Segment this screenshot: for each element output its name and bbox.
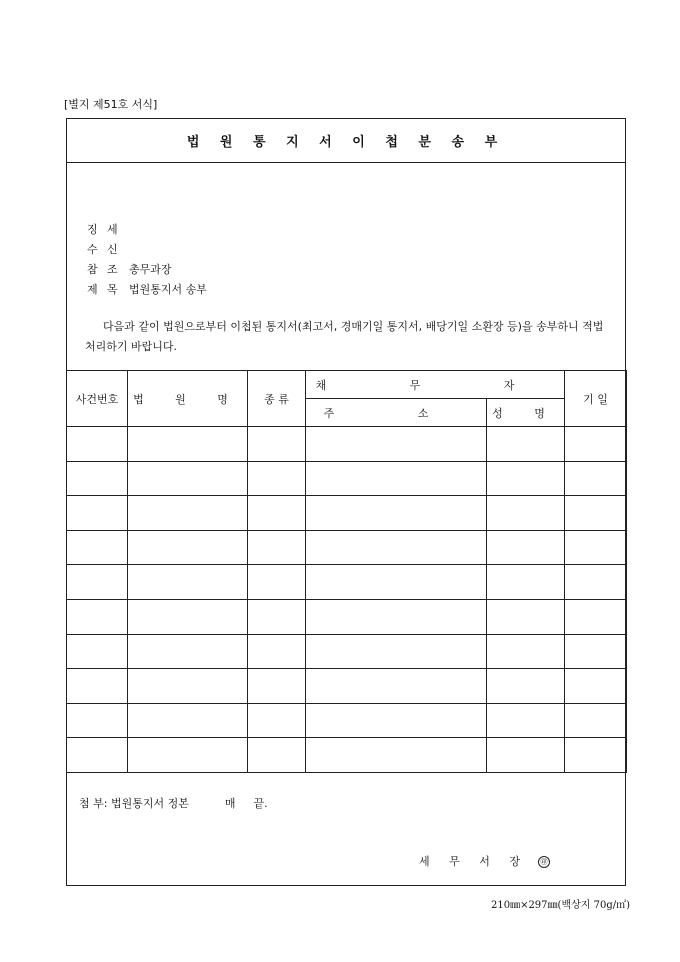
table-row — [67, 461, 627, 496]
cell-court-name[interactable] — [128, 461, 248, 496]
cell-address[interactable] — [306, 461, 487, 496]
cell-name[interactable] — [487, 669, 565, 704]
address-key: 수 — [87, 243, 98, 256]
cell-due-date[interactable] — [565, 599, 627, 634]
cell-type[interactable] — [248, 634, 306, 669]
address-line-jingse — [87, 221, 129, 237]
signer-title: 세 무 서 장 — [419, 855, 528, 868]
cell-type[interactable] — [248, 496, 306, 531]
cell-due-date[interactable] — [565, 427, 627, 462]
cell-name[interactable] — [487, 461, 565, 496]
cell-court-name[interactable] — [128, 599, 248, 634]
attachment-label: 첨 부: 법원통지서 정본 — [79, 797, 189, 810]
header-due-date: 기 일 — [565, 371, 627, 427]
table-row — [67, 669, 627, 704]
cell-name[interactable] — [487, 496, 565, 531]
cell-address[interactable] — [306, 530, 487, 565]
form-label: [별지 제51호 서식] — [64, 98, 158, 111]
cell-name[interactable] — [487, 427, 565, 462]
cell-type[interactable] — [248, 738, 306, 773]
cell-due-date[interactable] — [565, 565, 627, 600]
cell-type[interactable] — [248, 599, 306, 634]
address-value[interactable]: 법원통지서 송부 — [129, 283, 207, 296]
cell-type[interactable] — [248, 703, 306, 738]
paper-spec: 210㎜×297㎜(백상지 70g/㎡) — [490, 900, 630, 911]
cell-name[interactable] — [487, 530, 565, 565]
cell-court-name[interactable] — [128, 669, 248, 704]
cell-court-name[interactable] — [128, 530, 248, 565]
cell-court-name[interactable] — [128, 703, 248, 738]
cell-address[interactable] — [306, 565, 487, 600]
cell-case-no[interactable] — [67, 703, 128, 738]
cell-due-date[interactable] — [565, 738, 627, 773]
cell-due-date[interactable] — [565, 634, 627, 669]
cell-address[interactable] — [306, 496, 487, 531]
cell-court-name[interactable] — [128, 565, 248, 600]
cell-type[interactable] — [248, 669, 306, 704]
attachment-line — [79, 795, 268, 811]
cell-court-name[interactable] — [128, 427, 248, 462]
address-line-recipient — [87, 241, 129, 257]
address-key: 세 — [107, 223, 118, 236]
cell-name[interactable] — [487, 738, 565, 773]
cell-case-no[interactable] — [67, 496, 128, 531]
cell-address[interactable] — [306, 599, 487, 634]
cell-address[interactable] — [306, 427, 487, 462]
address-key: 목 — [107, 283, 118, 296]
address-key: 조 — [107, 263, 118, 276]
cell-court-name[interactable] — [128, 496, 248, 531]
header-court-name: 법 원 명 — [128, 371, 248, 427]
cell-name[interactable] — [487, 634, 565, 669]
cell-case-no[interactable] — [67, 427, 128, 462]
table-row — [67, 565, 627, 600]
header-name: 성 명 — [487, 399, 565, 427]
cell-case-no[interactable] — [67, 565, 128, 600]
address-key: 제 — [87, 283, 98, 296]
cell-case-no[interactable] — [67, 530, 128, 565]
header-debtor: 채 무 자 — [306, 371, 565, 399]
cell-due-date[interactable] — [565, 461, 627, 496]
table-row — [67, 738, 627, 773]
table-row — [67, 599, 627, 634]
table-row — [67, 530, 627, 565]
cell-court-name[interactable] — [128, 634, 248, 669]
cell-type[interactable] — [248, 530, 306, 565]
address-key: 참 — [87, 263, 98, 276]
cell-type[interactable] — [248, 565, 306, 600]
cell-address[interactable] — [306, 634, 487, 669]
cell-court-name[interactable] — [128, 738, 248, 773]
attachment-end: 끝. — [253, 797, 268, 810]
cell-due-date[interactable] — [565, 530, 627, 565]
address-value[interactable]: 총무과장 — [129, 263, 172, 276]
notice-table — [66, 370, 627, 773]
form-frame — [66, 118, 626, 886]
cell-type[interactable] — [248, 461, 306, 496]
cell-due-date[interactable] — [565, 703, 627, 738]
table-row — [67, 427, 627, 462]
signer-line — [419, 853, 550, 869]
header-case-no: 사건번호 — [67, 371, 128, 427]
cell-name[interactable] — [487, 703, 565, 738]
attachment-unit: 매 — [224, 797, 236, 810]
address-line-subject — [87, 281, 207, 297]
header-type: 종 류 — [248, 371, 306, 427]
cell-name[interactable] — [487, 565, 565, 600]
cell-due-date[interactable] — [565, 496, 627, 531]
table-row — [67, 496, 627, 531]
address-line-reference — [87, 261, 172, 277]
table-row — [67, 634, 627, 669]
cell-case-no[interactable] — [67, 669, 128, 704]
cell-type[interactable] — [248, 427, 306, 462]
form-title: 법 원 통 지 서 이 첩 분 송 부 — [67, 119, 625, 163]
address-key: 신 — [107, 243, 118, 256]
table-row — [67, 703, 627, 738]
header-address: 주 소 — [306, 399, 487, 427]
body-text: 다음과 같이 법원으로부터 이첩된 통지서(최고서, 경매기일 통지서, 배당기일 소환장 등)을 송부하니 적법 처리하기 바랍니다. — [85, 320, 604, 353]
cell-address[interactable] — [306, 738, 487, 773]
cell-case-no[interactable] — [67, 634, 128, 669]
cell-address[interactable] — [306, 703, 487, 738]
cell-case-no[interactable] — [67, 738, 128, 773]
cell-name[interactable] — [487, 599, 565, 634]
seal-mark: ㊞ — [538, 856, 550, 868]
cell-case-no[interactable] — [67, 461, 128, 496]
cell-case-no[interactable] — [67, 599, 128, 634]
cell-address[interactable] — [306, 669, 487, 704]
address-key: 징 — [87, 223, 98, 236]
cell-due-date[interactable] — [565, 669, 627, 704]
